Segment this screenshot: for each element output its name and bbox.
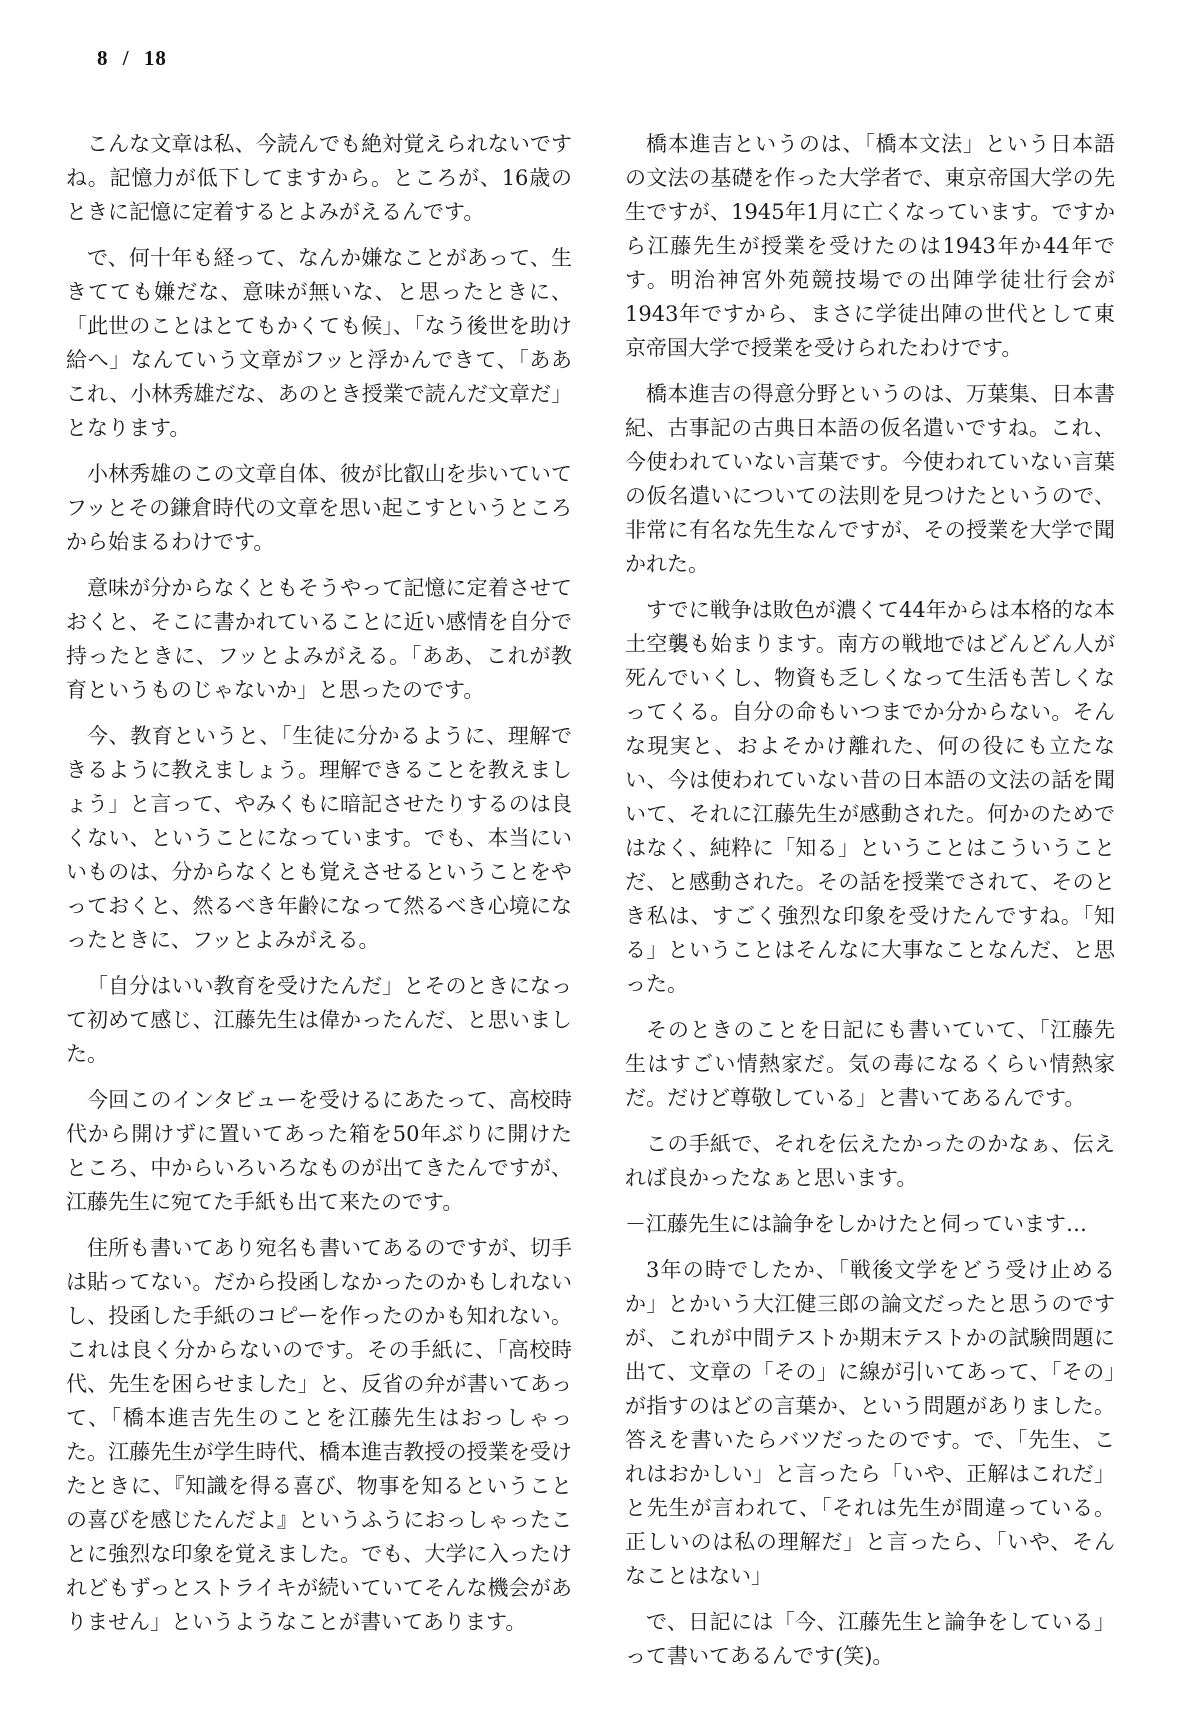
page-number: 8 / 18 [97, 46, 167, 70]
paragraph: 今、教育というと、「生徒に分かるように、理解できるように教えましょう。理解できることを教えましょう」と言って、やみくもに暗記させたりするのは良くない、ということになっています。でも、本当にいいものは、分からなくとも覚えさせるということをやっておくと、然るべき年齢になって然るべき心境になったときに、フッとよみがえる。 [66, 724, 572, 952]
paragraph: この手紙で、それを伝えたかったのかなぁ、伝えれば良かったなぁと思います。 [625, 1132, 1115, 1190]
paragraph: 「自分はいい教育を受けたんだ」とそのときになって初めて感じ、江藤先生は偉かったんだ、と思いました。 [66, 974, 572, 1066]
paragraph: 橋本進吉の得意分野というのは、万葉集、日本書紀、古事記の古典日本語の仮名遣いですね。これ、今使われていない言葉です。今使われていない言葉の仮名遣いについての法則を見つけたというので、非常に有名な先生なんですが、その授業を大学で聞かれた。 [625, 382, 1115, 576]
paragraph: 住所も書いてあり宛名も書いてあるのですが、切手は貼ってない。だから投函しなかったのかもしれないし、投函した手紙のコピーを作ったのかも知れない。これは良く分からないのです。その手紙に、「高校時代、先生を困らせました」と、反省の弁が書いてあって、「橋本進吉先生のことを江藤先生はおっしゃった。江藤先生が学生時代、橋本進吉教授の授業を受けたときに、『知識を得る喜び、物事を知るということの喜びを感じたんだよ』というふうにおっしゃったことに強烈な印象を覚えました。でも、大学に入ったけれどもずっとストライキが続いていてそんな機会がありません」というようなことが書いてあります。 [66, 1236, 572, 1634]
right-column [625, 127, 1115, 1685]
paragraph: で、何十年も経って、なんか嫌なことがあって、生きてても嫌だな、意味が無いな、と思ったときに、「此世のことはとてもかくても候」、「なう後世を助け給へ」なんていう文章がフッと浮かんできて、「ああこれ、小林秀雄だな、あのとき授業で読んだ文章だ」となります。 [66, 246, 572, 440]
left-column [66, 127, 572, 1651]
paragraph: すでに戦争は敗色が濃くて44年からは本格的な本土空襲も始まります。南方の戦地ではどんどん人が死んでいくし、物資も乏しくなって生活も苦しくなってくる。自分の命もいつまでか分からない。そんな現実と、およそかけ離れた、何の役にも立たない、今は使われていない昔の日本語の文法の話を聞いて、それに江藤先生が感動された。何かのためではなく、純粋に「知る」ということはこういうことだ、と感動された。その話を授業でされて、そのとき私は、すごく強烈な印象を受けたんですね。「知る」ということはそんなに大事なことなんだ、と思った。 [625, 598, 1115, 996]
paragraph: 3年の時でしたか、「戦後文学をどう受け止めるか」とかいう大江健三郎の論文だったと思うのですが、これが中間テストか期末テストかの試験問題に出て、文章の「その」に線が引いてあって、「その」が指すのはどの言葉か、という問題がありました。答えを書いたらバツだったのです。で、「先生、これはおかしい」と言ったら「いや、正解はこれだ」と先生が言われて、「それは先生が間違っている。正しいのは私の理解だ」と言ったら、「いや、そんなことはない」 [625, 1258, 1115, 1588]
paragraph: で、日記には「今、江藤先生と論争をしている」って書いてあるんです(笑)。 [625, 1610, 1115, 1668]
interviewer-question: －江藤先生には論争をしかけたと伺っています… [625, 1212, 1087, 1236]
paragraph: 橋本進吉というのは、「橋本文法」という日本語の文法の基礎を作った大学者で、東京帝国大学の先生ですが、1945年1月に亡くなっています。ですから江藤先生が授業を受けたのは1943年か44年です。明治神宮外苑競技場での出陣学徒壮行会が1943年ですから、まさに学徒出陣の世代として東京帝国大学で授業を受けられたわけです。 [625, 132, 1115, 360]
paragraph: そのときのことを日記にも書いていて、「江藤先生はすごい情熱家だ。気の毒になるくらい情熱家だ。だけど尊敬している」と書いてあるんです。 [625, 1018, 1115, 1110]
paragraph: こんな文章は私、今読んでも絶対覚えられないですね。記憶力が低下してますから。ところが、16歳のときに記憶に定着するとよみがえるんです。 [66, 132, 572, 224]
paragraph: 今回このインタビューを受けるにあたって、高校時代から開けずに置いてあった箱を50年ぶりに開けたところ、中からいろいろなものが出てきたんですが、江藤先生に宛てた手紙も出て来たのです。 [66, 1088, 572, 1214]
paragraph: 意味が分からなくともそうやって記憶に定着させておくと、そこに書かれていることに近い感情を自分で持ったときに、フッとよみがえる。「ああ、これが教育というものじゃないか」と思ったのです。 [66, 576, 572, 702]
paragraph: 小林秀雄のこの文章自体、彼が比叡山を歩いていてフッとその鎌倉時代の文章を思い起こすというところから始まるわけです。 [66, 462, 572, 554]
